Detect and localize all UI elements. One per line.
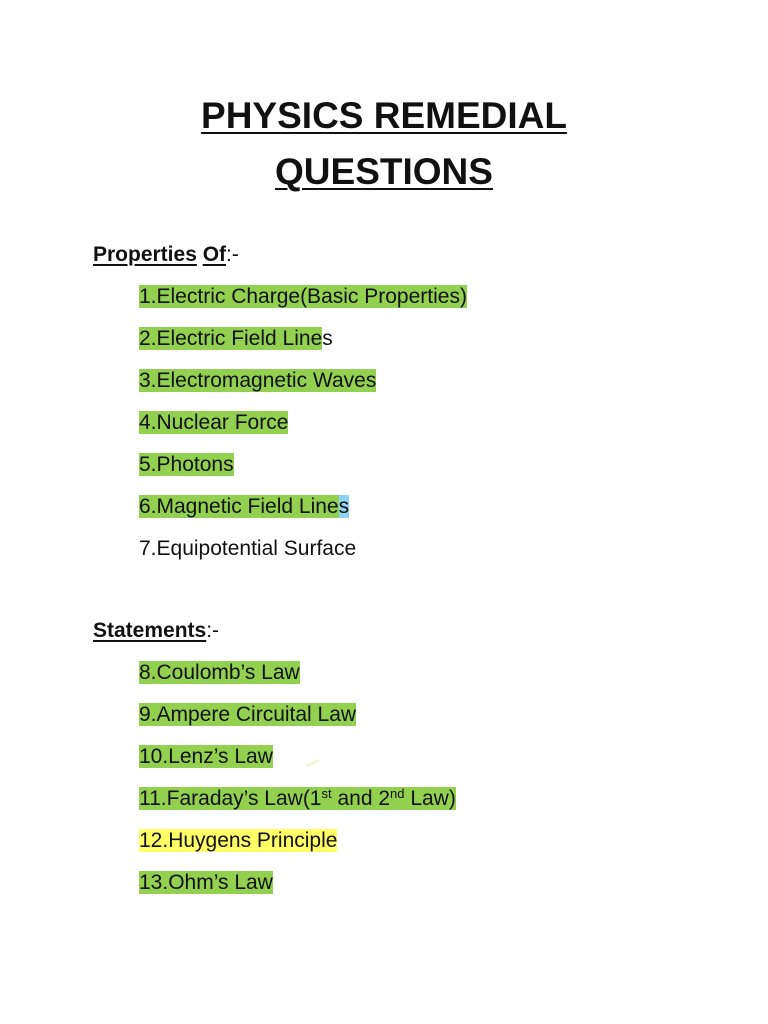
- list-item-text: 9.Ampere Circuital Law: [139, 703, 357, 726]
- list-item: [139, 702, 356, 728]
- list-item-text: 4.Nuclear Force: [139, 411, 289, 434]
- list-item-text: 2.Electric Field Line: [139, 327, 323, 350]
- list-item: [139, 870, 273, 896]
- list-item-text: 6.Magnetic Field Line: [139, 495, 339, 518]
- list-item-text: 10.Lenz’s Law: [139, 745, 273, 768]
- list-item-text: [139, 787, 456, 810]
- list-item-text: 13.Ohm’s Law: [139, 871, 273, 894]
- statements-heading-word: Statements: [93, 619, 207, 642]
- list-item: [139, 786, 456, 812]
- properties-heading: [93, 242, 239, 268]
- statements-heading-sep: :-: [206, 619, 220, 642]
- list-item: [139, 368, 376, 394]
- list-item-text: 12.Huygens Principle: [139, 829, 338, 852]
- page-title-line2: QUESTIONS: [275, 151, 493, 192]
- list-item: [139, 660, 300, 686]
- stray-mark: [306, 759, 320, 767]
- list-item: [139, 828, 337, 854]
- properties-heading-word2: Of: [202, 243, 227, 266]
- list-item-text: 7.Equipotential Surface: [139, 537, 357, 560]
- list-item-text-pre: 11.Faraday’s Law(1: [139, 787, 322, 810]
- list-item-text: 8.Coulomb’s Law: [139, 661, 300, 684]
- list-item-sup-1: st: [321, 786, 332, 801]
- list-item: [139, 326, 333, 352]
- list-item-sup-2: nd: [390, 786, 405, 801]
- page-title-line1: PHYSICS REMEDIAL: [201, 95, 567, 136]
- list-item-text: 5.Photons: [139, 453, 234, 476]
- list-item: [139, 284, 467, 310]
- list-item-text-tail: s: [338, 495, 350, 518]
- list-item: [139, 410, 288, 436]
- list-item-text-mid: and 2: [331, 787, 391, 810]
- properties-heading-word1: Properties: [93, 243, 197, 266]
- list-item-text: 1.Electric Charge(Basic Properties): [139, 285, 467, 308]
- list-item: [139, 744, 273, 770]
- list-item-text-tail: s: [322, 327, 333, 350]
- statements-heading: [93, 618, 219, 644]
- list-item-text: 3.Electromagnetic Waves: [139, 369, 377, 392]
- list-item: [139, 494, 349, 520]
- list-item: [139, 452, 234, 478]
- properties-heading-sep: :-: [226, 243, 239, 266]
- list-item-text-post: Law): [404, 787, 456, 810]
- list-item: [139, 536, 356, 562]
